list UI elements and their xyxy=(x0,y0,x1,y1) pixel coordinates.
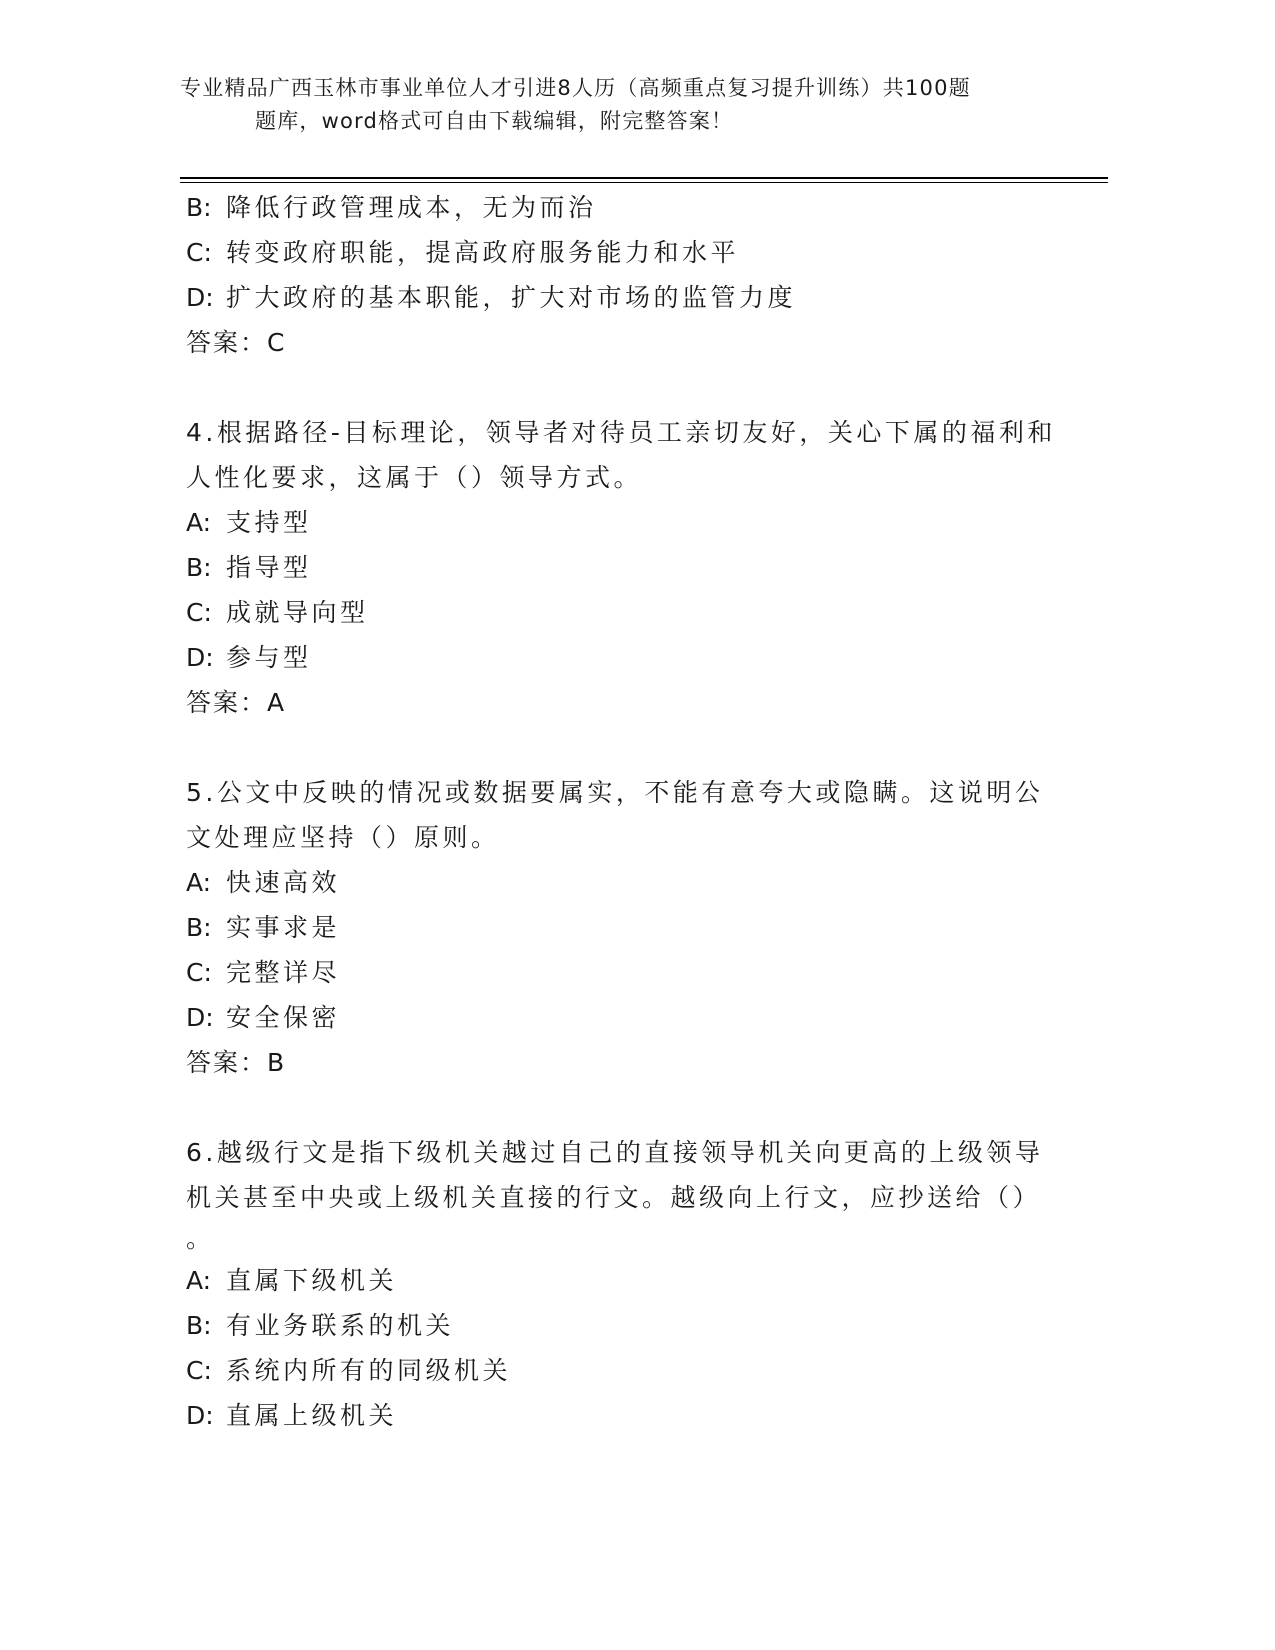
option-row xyxy=(186,275,1066,320)
option-row xyxy=(186,590,1066,635)
question-5 xyxy=(186,770,1066,1085)
document-body xyxy=(186,185,1066,1438)
option-row xyxy=(186,500,1066,545)
document-header xyxy=(180,72,1110,138)
question-6 xyxy=(186,1130,1066,1438)
option-text: 指导型 xyxy=(226,553,312,582)
option-row xyxy=(186,995,1066,1040)
option-key: D: xyxy=(186,1003,214,1032)
option-key: D: xyxy=(186,643,214,672)
question-text-line: 机关甚至中央或上级机关直接的行文。越级向上行文，应抄送给（） xyxy=(186,1183,1042,1212)
option-text: 有业务联系的机关 xyxy=(226,1311,455,1340)
option-key: B: xyxy=(186,553,212,582)
option-key: C: xyxy=(186,598,212,627)
option-row xyxy=(186,185,1066,230)
option-row xyxy=(186,860,1066,905)
question-text-line: 6.越级行文是指下级机关越过自己的直接领导机关向更高的上级领导 xyxy=(186,1138,1044,1167)
option-key: D: xyxy=(186,1401,214,1430)
option-text: 转变政府职能，提高政府服务能力和水平 xyxy=(226,238,740,267)
question-text-line: 。 xyxy=(186,1224,212,1253)
option-row xyxy=(186,1348,1066,1393)
question-text-line: 4.根据路径-目标理论，领导者对待员工亲切友好，关心下属的福利和 xyxy=(186,418,1056,447)
option-text: 直属下级机关 xyxy=(226,1266,398,1295)
option-text: 直属上级机关 xyxy=(226,1401,398,1430)
answer-line: 答案：A xyxy=(186,688,287,717)
option-key: B: xyxy=(186,913,212,942)
header-line-1: 专业精品广西玉林市事业单位人才引进8人历（高频重点复习提升训练）共100题 xyxy=(180,76,971,100)
option-text: 支持型 xyxy=(226,508,312,537)
question-3-partial xyxy=(186,185,1066,365)
option-row xyxy=(186,1258,1066,1303)
option-key: C: xyxy=(186,958,212,987)
option-row xyxy=(186,950,1066,995)
option-row xyxy=(186,1303,1066,1348)
option-key: B: xyxy=(186,193,212,222)
answer-line: 答案：B xyxy=(186,1048,287,1077)
option-row xyxy=(186,545,1066,590)
option-key: C: xyxy=(186,1356,212,1385)
option-row xyxy=(186,230,1066,275)
option-key: C: xyxy=(186,238,212,267)
option-key: A: xyxy=(186,868,212,897)
option-text: 实事求是 xyxy=(226,913,341,942)
question-text-line: 人性化要求，这属于（）领导方式。 xyxy=(186,463,643,492)
option-text: 系统内所有的同级机关 xyxy=(226,1356,512,1385)
question-text-line: 文处理应坚持（）原则。 xyxy=(186,823,500,852)
option-text: 完整详尽 xyxy=(226,958,341,987)
option-key: A: xyxy=(186,508,212,537)
option-key: D: xyxy=(186,283,214,312)
option-row xyxy=(186,1393,1066,1438)
option-key: B: xyxy=(186,1311,212,1340)
option-text: 降低行政管理成本，无为而治 xyxy=(226,193,597,222)
question-text-line: 5.公文中反映的情况或数据要属实，不能有意夸大或隐瞒。这说明公 xyxy=(186,778,1044,807)
option-text: 扩大政府的基本职能，扩大对市场的监管力度 xyxy=(226,283,797,312)
option-text: 参与型 xyxy=(226,643,312,672)
answer-line: 答案：C xyxy=(186,328,287,357)
header-rule-thin xyxy=(180,182,1108,183)
header-rule-thick xyxy=(180,177,1108,179)
option-key: A: xyxy=(186,1266,212,1295)
header-line-2: 题库，word格式可自由下载编辑，附完整答案！ xyxy=(255,109,734,133)
option-text: 成就导向型 xyxy=(226,598,369,627)
option-row xyxy=(186,635,1066,680)
option-text: 安全保密 xyxy=(226,1003,341,1032)
option-row xyxy=(186,905,1066,950)
question-4 xyxy=(186,410,1066,725)
option-text: 快速高效 xyxy=(226,868,341,897)
